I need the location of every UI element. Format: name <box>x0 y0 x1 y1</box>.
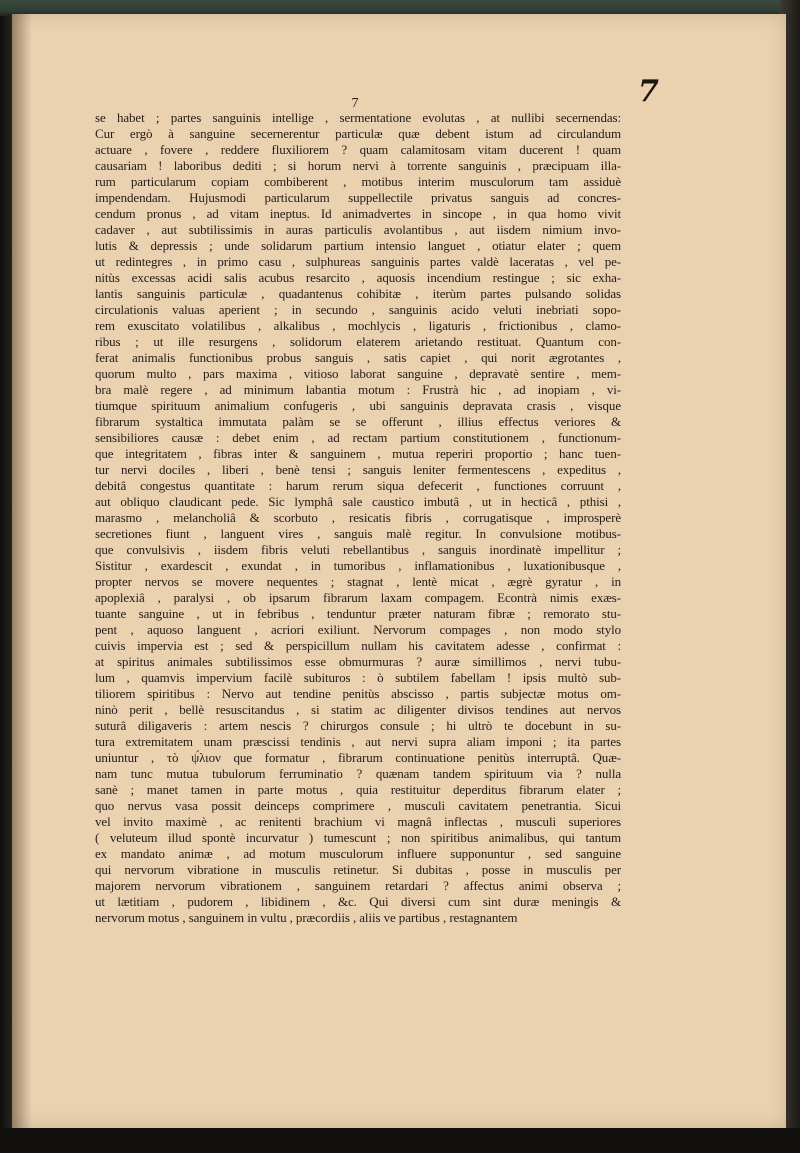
text-line: actuare , fovere , reddere fluxiliorem ? quam calamitosam vitam ducerent ! quam <box>95 142 621 157</box>
text-line: ribus ; ut ille resurgens , solidorum elaterem arietando restituat. Quantum con- <box>95 334 621 349</box>
text-line: que convulsivis , iisdem fibris veluti rebellantibus , sanguis inordinatè impellitur ; <box>95 542 621 557</box>
text-line: tura extremitatem unam præscissi tendinis , aut nervi supra aliam imponi ; ita partes <box>95 734 621 749</box>
text-line: lum , quamvis impervium facilè subituros : ò subtilem fabellam ! ipsis multò sub- <box>95 670 621 685</box>
text-line: rum particularum copiam combiberent , motibus interim musculorum tam assiduè <box>95 174 621 189</box>
text-line: cendum pronus , ad vitam ineptus. Id animadvertes in sincope , in qua homo vivit <box>95 206 621 221</box>
text-line: que integritatem , fibras inter & sanguinem , mutua reperiri proportio ; hanc tuen- <box>95 446 621 461</box>
text-line: pent , aquoso languent , acriori exiliunt. Nervorum compages , non modo stylo <box>95 622 621 637</box>
text-line: impendendam. Hujusmodi particularum suppellectile privatus sanguis ad concres- <box>95 190 621 205</box>
text-line: qui nervorum vibratione in musculis retinetur. Si dubitas , posse in musculis per <box>95 862 621 877</box>
page-gutter-shadow <box>12 14 32 1128</box>
text-line: Sistitur , exardescit , exundat , in tumoribus , inflamationibus , luxationibusque , <box>95 558 621 573</box>
text-line: marasmo , melancholiâ & scorbuto , resicatis fibris , corrugatisque , improsperè <box>95 510 621 525</box>
text-line: tur nervi dociles , liberi , benè tensi ; sanguis leniter fermentescens , expeditus , <box>95 462 621 477</box>
text-line: apoplexiâ , paralysi , ob ipsarum fibrarum laxam compagem. Econtrà nimis exæs- <box>95 590 621 605</box>
text-line: nervorum motus , sanguinem in vultu , præcordiis , aliis ve partibus , restagnantem <box>95 910 518 925</box>
text-line: se habet ; partes sanguinis intellige , sermentatione evolutas , at nullibi secernendas: <box>95 110 621 125</box>
text-line: secretiones fiunt , languent vires , sanguis malè regitur. In convulsione motibus- <box>95 526 621 541</box>
text-line: debitâ congestus quantitate : harum rerum siqua defecerit , functiones corruunt , <box>95 478 621 493</box>
text-line: suturâ diligaveris : artem nescis ? chirurgos consule ; hi ultrò te docebunt in su- <box>95 718 621 733</box>
text-line: circulationis valuas aperient ; in secundo , sanguinis acido veluti inebriati sopo- <box>95 302 621 317</box>
text-line: tiumque spirituum animalium confugeris , ubi sanguinis depravata crasis , visque <box>95 398 621 413</box>
text-line: ( veluteum illud spontè incurvatur ) tumescunt ; non spiritibus animalibus, qui tantum <box>95 830 621 845</box>
text-line: ex mandato animæ , ad motum musculorum influere supponuntur , sed sanguine <box>95 846 621 861</box>
text-line: lutis & depressis ; unde solidarum partium intensio languet , otiatur elater ; quem <box>95 238 621 253</box>
text-line: nam tunc mutua tubulorum ferruminatio ? quænam tandem spirituum via ? nulla <box>95 766 621 781</box>
text-line: Cur ergò à sanguine secernerentur particulæ quæ debent istum ad circulandum <box>95 126 621 141</box>
book-cover-bottom-edge <box>0 1128 800 1153</box>
text-line: uniuntur , τὸ ψ́λιον que formatur , fibrarum continuatione penitùs interruptâ. Quæ- <box>95 750 621 765</box>
text-line: ut redintegres , in primo casu , sulphureas sanguinis partes valdè laceratas , vel pe- <box>95 254 621 269</box>
text-line: vel invito maximè , ac renitenti brachium vi magnâ inflectas , musculi superiores <box>95 814 621 829</box>
text-line: tuante sanguine , ut in febribus , tenduntur præter naturam fibræ ; remorato stu- <box>95 606 621 621</box>
text-line: sanè ; manet tamen in parte motus , quia restituitur deperditus fibrarum elater ; <box>95 782 621 797</box>
text-line: nitùs excessas acidi salis acubus resarcito , aquosis incendium restingue ; sic exha- <box>95 270 621 285</box>
text-line: ut lætitiam , pudorem , libidinem , &c. Qui diversi cum sint duræ meningis & <box>95 894 621 909</box>
text-line: cuivis impervia est ; sed & perspicillum nullam his cavitatem adesse , confirmat : <box>95 638 621 653</box>
text-line: cadaver , aut subtilissimis in auras particulis avolantibus , aut iisdem nimium invo- <box>95 222 621 237</box>
text-line: ferat animalis functionibus probus sanguis , satis capiet , qui norit ægrotantes , <box>95 350 621 365</box>
text-line: quo nervus vasa possit deinceps comprimere , musculi cavitatem penetrantia. Sicui <box>95 798 621 813</box>
text-line: aut obliquo claudicant pede. Sic lymphâ sale caustico imbutâ , ut in hecticâ , pthisi , <box>95 494 621 509</box>
text-line: sensibiliores causæ : debet enim , ad rectam partium constitutionem , functionum- <box>95 430 621 445</box>
text-line: ninò perit , bellè resuscitandus , si statim ac diligenter divisos tendines aut nervos <box>95 702 621 717</box>
text-line: quorum multo , pars maxima , vitioso laborat sanguine , depravatè sentire , mem- <box>95 366 621 381</box>
printed-page-number: 7 <box>351 96 359 111</box>
text-line: causariam ! laboribus dediti ; si horum nervi à torrente sanguinis , præcipuam illa- <box>95 158 621 173</box>
text-line: tiliorem spiritibus : Nervo aut tendine penitùs abscisso , partis subjectæ motus om- <box>95 686 621 701</box>
text-line: fibrarum systaltica immutata palàm se se offerunt , illius effectus veriores & <box>95 414 621 429</box>
handwritten-page-number: 7 <box>638 74 659 109</box>
text-line: lantis sanguinis particulæ , quadantenus cohibitæ , iterùm partes pulsando solidas <box>95 286 621 301</box>
text-line: majorem nervorum vibrationem , sanguinem retardari ? affectus animi observa ; <box>95 878 621 893</box>
text-line: propter nervos se movere nequentes ; stagnat , lentè micat , ægrè gyratur , in <box>95 574 621 589</box>
text-line: rem exuscitato volatilibus , alkalibus , mochlycis , ligaturis , frictionibus , clamo- <box>95 318 621 333</box>
body-text <box>95 110 621 926</box>
text-line: at spiritus animales subtilissimos esse obmurmuras ? auræ simillimos , nervi tubu- <box>95 654 621 669</box>
text-line: bra malè regere , ad minimum labantia motum : Frustrà hic , ad inopiam , vi- <box>95 382 621 397</box>
